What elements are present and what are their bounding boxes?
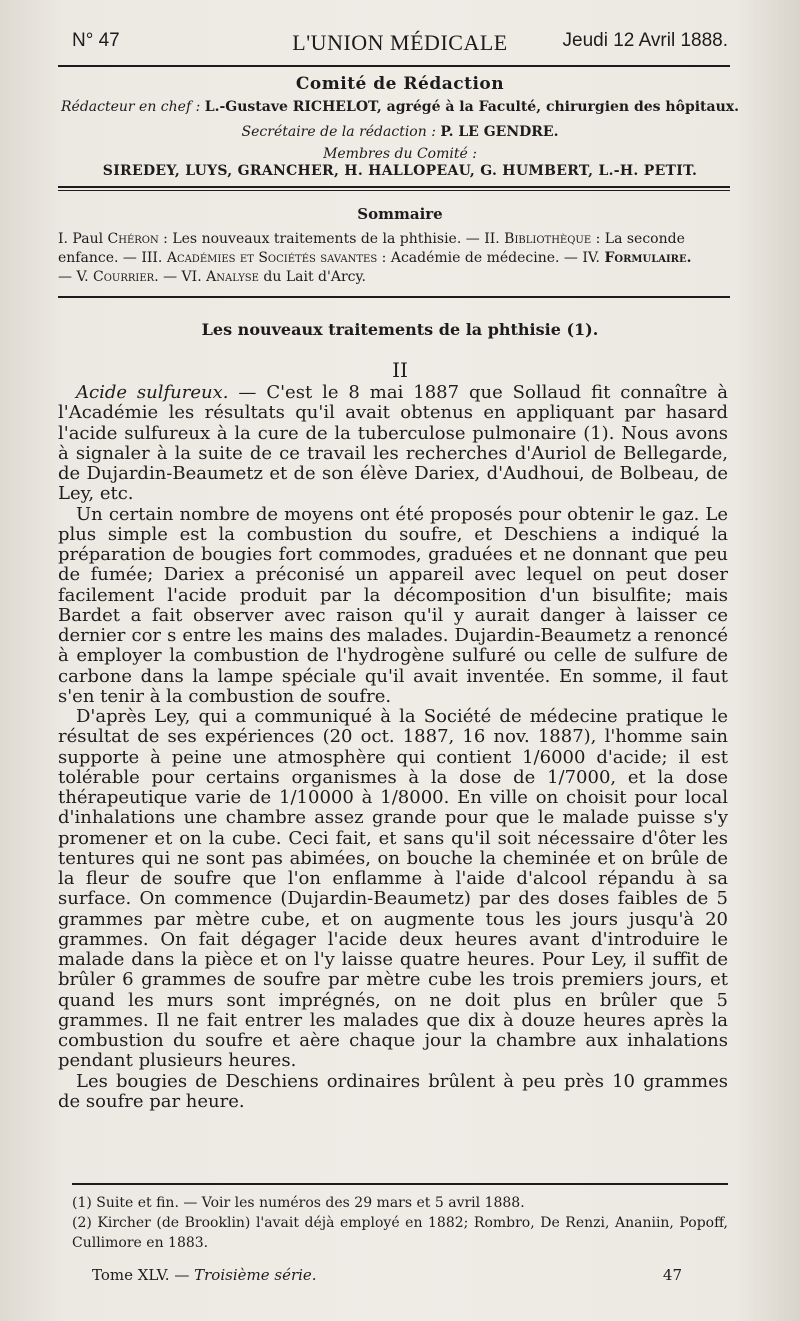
header-rule — [58, 65, 730, 67]
committee-title: Comité de Rédaction — [295, 74, 505, 94]
paragraph-lead: Acide sulfureux. — [76, 382, 229, 403]
footnote-rule — [72, 1183, 728, 1185]
secretary-name: P. LE GENDRE. — [440, 124, 559, 140]
summary-title: Sommaire — [357, 205, 443, 223]
summary-line: enfance. — III. Académies et Sociétés savantes : Académie de médecine. — IV. Formulaire. — [58, 250, 692, 266]
issue-number: N° 47 — [72, 30, 120, 51]
committee-rule-thin — [58, 190, 730, 191]
editor-line — [40, 99, 760, 115]
editor-label: Rédacteur en chef : — [61, 99, 201, 115]
issue-date: Jeudi 12 Avril 1888. — [562, 30, 728, 51]
footnotes — [72, 1193, 728, 1253]
summary-line: I. Paul Chéron : Les nouveaux traitements de la phthisie. — II. Bibliothèque : La seconde — [58, 231, 685, 247]
running-header — [72, 30, 728, 60]
section-number: II — [392, 358, 408, 382]
secretary-label: Secrétaire de la rédaction : — [241, 124, 436, 140]
committee-members: SIREDEY, LUYS, GRANCHER, H. HALLOPEAU, G. HUMBERT, L.-H. PETIT. — [102, 163, 698, 179]
page-footer — [92, 1266, 682, 1288]
summary-line: — V. Courrier. — VI. Analyse du Lait d'Arcy. — [58, 269, 366, 285]
committee-rule — [58, 186, 730, 188]
summary-rule — [58, 296, 730, 298]
paragraph: Acide sulfureux. — C'est le 8 mai 1887 que Sollaud fit connaître à l'Académie les résultats qu'il avait obtenus en appliquant par hasard l'acide sulfureux à la cure de la tuberculose pulmonaire (1). Nous avons à signaler à la suite de ce travail les recherches d'Auriol de Bellegarde, de Dujardin-Beaumetz et de son élève Dariex, d'Audhoui, de Bolbeau, de Ley, etc. — [58, 382, 728, 505]
members-label: Membres du Comité : — [323, 146, 477, 162]
volume-info: Tome XLV. — Troisième série. — [92, 1266, 317, 1284]
summary-block — [58, 230, 730, 287]
journal-title: L'UNION MÉDICALE — [292, 30, 508, 55]
paragraph: D'après Ley, qui a communiqué à la Société de médecine pratique le résultat de ses expériences (20 oct. 1887, 16 nov. 1887), l'homme sain supporte à peine une atmosphère qui contient 1/6000 d'acide; il est tolérable pour certains organismes à la dose de 1/7000, et la dose thérapeutique varie de 1/10000 à 1/8000. En ville on choisit pour local d'inhalations une chambre assez grande pour que le malade puisse s'y promener et on la cube. Ceci fait, et sans qu'il soit nécessaire d'ôter les tentures qui ne sont pas abimées, on bouche la cheminée et on brûle de la fleur de soufre que l'on enflamme à l'aide d'alcool répandu à sa surface. On commence (Dujardin-Beaumetz) par des doses faibles de 5 grammes par mètre cube, et on augmente tous les jours jusqu'à 20 grammes. On fait dégager l'acide deux heures avant d'introduire le malade dans la pièce et on l'y laisse quatre heures. Pour Ley, il suffit de brûler 6 grammes de soufre par mètre cube les trois premiers jours, et quand les murs sont imprégnés, on ne doit plus en brûler que 5 grammes. Il ne fait entrer les malades que dix à douze heures après la combustion du soufre et aère chaque jour la chambre aux inhalations pendant plusieurs heures. — [58, 706, 728, 1072]
footnote: (2) Kircher (de Brooklin) l'avait déjà employé en 1882; Rombro, De Renzi, Ananiin, Popoff, Cullimore en 1883. — [72, 1215, 728, 1251]
page-number: 47 — [662, 1266, 682, 1284]
secretary-line — [40, 124, 760, 140]
footnote: (1) Suite et fin. — Voir les numéros des 29 mars et 5 avril 1888. — [72, 1195, 525, 1211]
editor-name: L.-Gustave RICHELOT, agrégé à la Faculté, chirurgien des hôpitaux. — [204, 99, 739, 115]
paragraph: Un certain nombre de moyens ont été proposés pour obtenir le gaz. Le plus simple est la combustion du soufre, et Deschiens a indiqué la préparation de bougies fort commodes, graduées et ne donnant que peu de fumée; Dariex a préconisé un appareil avec lequel on peut doser facilement l'acide produit par la décomposition d'un bisulfite; mais Bardet a fait observer avec raison qu'il y aurait danger à laisser ce dernier cor s entre les mains des malades. Dujardin-Beaumetz a renoncé à employer la combustion de l'hydrogène sulfuré ou celle de sulfure de carbone dans la lampe spéciale qu'il avait inventée. En somme, il faut s'en tenir à la combustion de soufre. — [58, 503, 728, 707]
article-title: Les nouveaux traitements de la phthisie (1). — [201, 320, 599, 339]
article-body — [58, 383, 728, 1112]
paragraph: Les bougies de Deschiens ordinaires brûlent à peu près 10 grammes de soufre par heure. — [58, 1070, 728, 1112]
